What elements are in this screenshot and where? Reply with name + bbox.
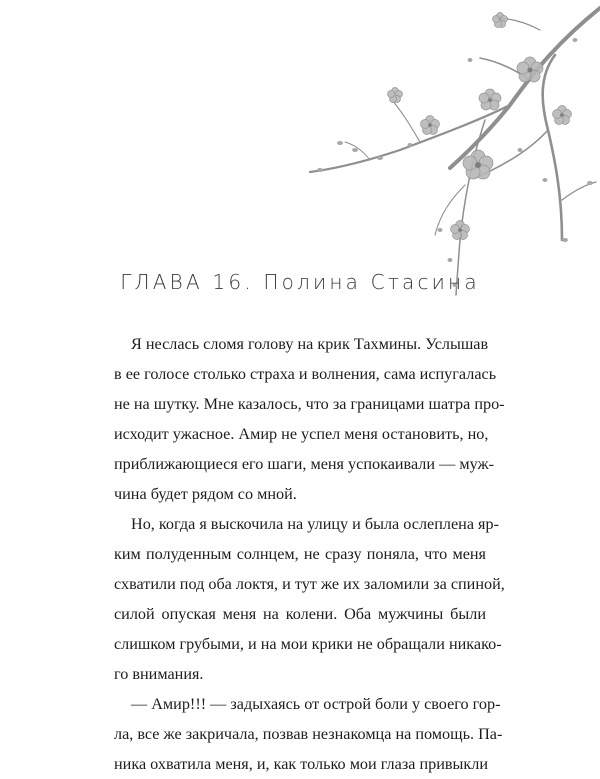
paragraph bbox=[114, 329, 505, 509]
text-line: ким полуденным солнцем, не сразу поняла, что меня bbox=[114, 545, 486, 563]
text-line: слишком грубыми, и на мои крики не обращали никако- bbox=[114, 635, 502, 653]
text-line: силой опуская меня на колени. Оба мужчины были bbox=[114, 605, 486, 623]
text-line: ника охватила меня, и, как только мои глаза привыкли bbox=[114, 755, 488, 773]
text-line: в ее голосе столько страха и волнения, сама испугалась bbox=[114, 365, 497, 383]
text-line: Но, когда я выскочила на улицу и была ослеплена яр- bbox=[131, 515, 499, 533]
text-line: приближающиеся его шаги, меня успокаивали — муж- bbox=[114, 455, 495, 473]
text-line: го внимания. bbox=[114, 665, 204, 683]
text-line: не на шутку. Мне казалось, что за границами шатра про- bbox=[114, 395, 505, 413]
paragraph bbox=[114, 689, 503, 779]
text-line: чина будет рядом со мной. bbox=[114, 485, 297, 503]
text-line: — Амир!!! — задыхаясь от острой боли у своего гор- bbox=[131, 695, 501, 713]
chapter-title: ГЛАВА 16. Полина Стасина bbox=[120, 270, 480, 294]
text-line: схватили под оба локтя, и тут же их заломили за спиной, bbox=[114, 575, 505, 593]
chapter-body bbox=[114, 329, 505, 779]
text-line: исходит ужасное. Амир не успел меня остановить, но, bbox=[114, 425, 489, 443]
text-line: Я неслась сломя голову на крик Тахмины. Услышав bbox=[131, 335, 489, 353]
paragraph bbox=[114, 509, 505, 689]
text-line: ла, все же закричала, позвав незнакомца на помощь. Па- bbox=[114, 725, 503, 743]
cherry-blossom-branch-illustration bbox=[300, 0, 600, 300]
